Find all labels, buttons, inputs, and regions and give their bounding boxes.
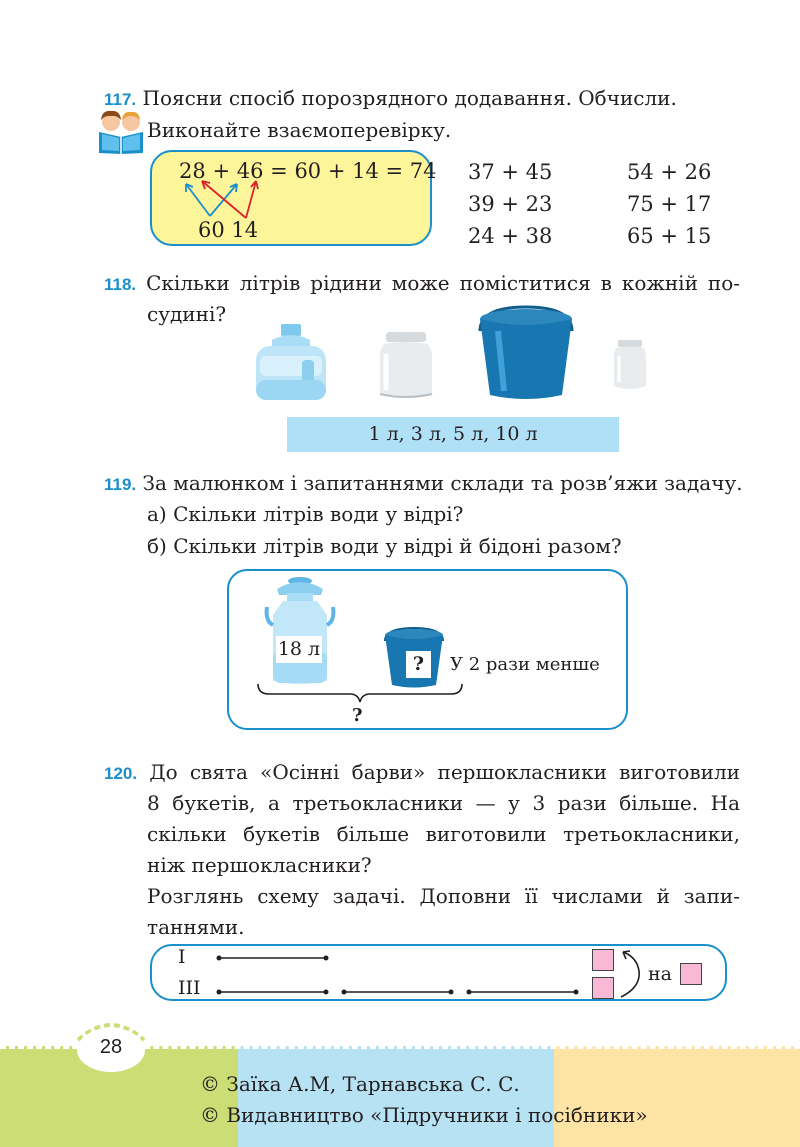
exercise: 54 + 26 bbox=[627, 160, 712, 184]
segment-scheme bbox=[214, 950, 584, 1000]
copyright-publisher: © Видавництво «Підручники і посібники» bbox=[200, 1103, 648, 1127]
exercises-column-1 bbox=[468, 156, 552, 252]
water-bottle-icon bbox=[252, 322, 330, 402]
answer-box-difference[interactable] bbox=[680, 963, 702, 985]
task-117-line2: Виконайте взаємоперевірку. bbox=[147, 118, 452, 142]
plus-sign: + bbox=[212, 159, 231, 183]
answer-box-third[interactable] bbox=[592, 977, 614, 999]
units-sum: 14 bbox=[231, 218, 259, 242]
task-number: 120. bbox=[104, 764, 138, 783]
bucket-icon bbox=[474, 305, 578, 401]
footer-orange-band bbox=[554, 1046, 800, 1147]
glass-jar-icon bbox=[374, 330, 438, 400]
task-text: До свята «Осінні барви» першокласники виготовили bbox=[149, 760, 740, 784]
milk-can-icon bbox=[263, 575, 337, 687]
decomposition-arrows bbox=[150, 150, 432, 246]
liters-options: 1 л, 3 л, 5 л, 10 л bbox=[287, 417, 619, 452]
digit-b-tens: 4 bbox=[236, 159, 251, 183]
can-volume-label: 18 л bbox=[276, 636, 322, 663]
total-question-mark: ? bbox=[352, 705, 363, 726]
row-label-third-grade: III bbox=[178, 977, 201, 999]
digit-a-tens: 2 bbox=[179, 159, 193, 183]
digit-a-units: 8 bbox=[192, 159, 206, 183]
digit-b-units: 6 bbox=[250, 159, 264, 183]
task-number: 119. bbox=[104, 475, 137, 494]
task-text: За малюнком і запитаннями склади та розв’яжи задачу. bbox=[142, 471, 743, 495]
exercises-column-2 bbox=[627, 156, 711, 252]
row-label-first-grade: I bbox=[178, 946, 186, 968]
exercise: 37 + 45 bbox=[468, 160, 553, 184]
exercise: 39 + 23 bbox=[468, 192, 553, 216]
expression-rest: = 60 + 14 = 74 bbox=[270, 159, 437, 183]
task-117-line1 bbox=[104, 82, 677, 116]
task-119-line1 bbox=[104, 467, 743, 501]
comparison-arrow-icon bbox=[617, 947, 647, 1001]
task-118-line2: судині? bbox=[147, 302, 227, 326]
partial-sums bbox=[198, 216, 258, 244]
total-brace bbox=[255, 682, 465, 704]
small-jar-icon bbox=[610, 338, 650, 392]
task-120-line4: ніж першокласники? bbox=[147, 853, 372, 877]
exercise: 75 + 17 bbox=[627, 192, 712, 216]
bucket-volume-label: ? bbox=[406, 651, 431, 678]
tens-sum: 60 bbox=[198, 218, 225, 242]
copyright-authors: © Заїка А.М, Тарнавська С. С. bbox=[200, 1072, 520, 1096]
exercise: 24 + 38 bbox=[468, 224, 553, 248]
exercise: 65 + 15 bbox=[627, 224, 712, 248]
na-label: на bbox=[648, 963, 672, 985]
task-120-line5: Розглянь схему задачі. Доповни її числами й запи- bbox=[147, 884, 740, 908]
less-relation-text: У 2 рази менше bbox=[450, 654, 600, 675]
task-118-line1 bbox=[104, 267, 740, 301]
task-120-line3: скільки букетів більше виготовили третьокласники, bbox=[147, 822, 740, 846]
question-b: б) Скільки літрів води у відрі й бідоні разом? bbox=[147, 534, 622, 558]
task-text: Скільки літрів рідини може поміститися в кожній по- bbox=[146, 271, 740, 295]
question-a: а) Скільки літрів води у відрі? bbox=[147, 502, 464, 526]
task-number: 117. bbox=[104, 90, 137, 109]
two-children-reading-icon bbox=[96, 110, 146, 154]
task-number: 118. bbox=[104, 275, 137, 294]
task-120-line2: 8 букетів, а третьокласники — у 3 рази більше. На bbox=[147, 791, 740, 815]
task-120-line6: таннями. bbox=[147, 915, 245, 939]
answer-box-first[interactable] bbox=[592, 949, 614, 971]
task-120-line1 bbox=[104, 756, 740, 790]
task-text: Поясни спосіб порозрядного додавання. Обчисли. bbox=[142, 86, 677, 110]
page-number: 28 bbox=[99, 1036, 123, 1058]
